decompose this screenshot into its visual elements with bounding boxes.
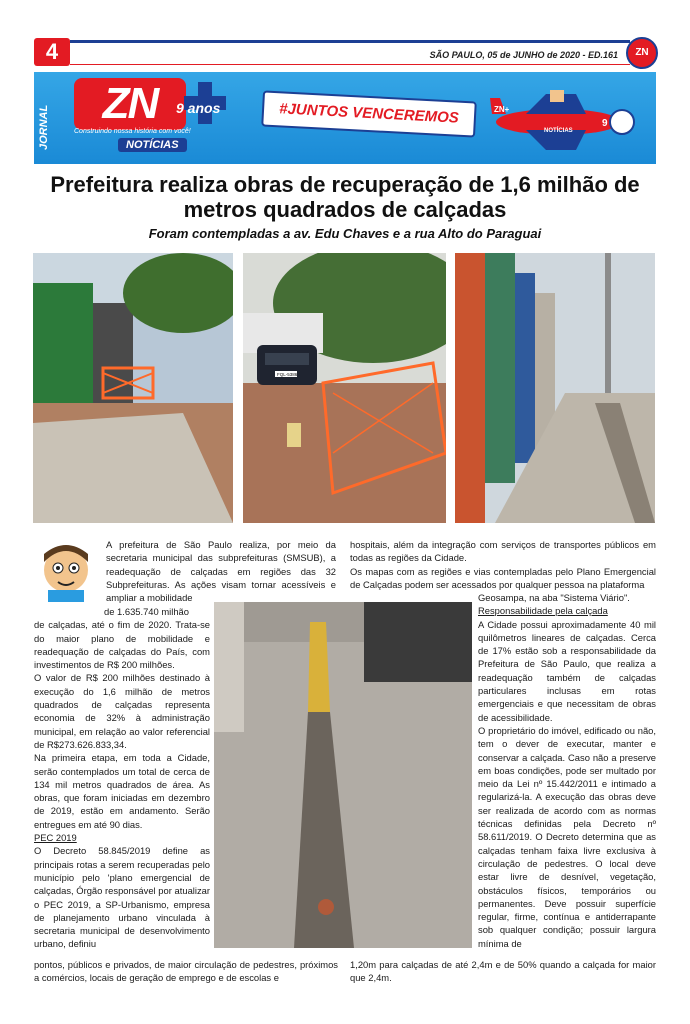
col1-text: [34, 605, 210, 951]
headline: Prefeitura realiza obras de recuperação de 1,6 milhão de metros quadrados de calçadas: [50, 172, 640, 222]
plane-label: ZN+: [494, 105, 510, 114]
paragraph: Os mapas com as regiões e vias contempladas pelo Plano Emergencial de Calçadas podem ser acessados por qualquer pessoa na plataforma: [350, 565, 656, 590]
paragraph: de calçadas, até o fim de 2020. Trata-se do maior plano de mobilidade e readequação de calçadas do País, com investimentos de R$ 200 milhões.: [34, 619, 210, 671]
paragraph: A Cidade possui aproximadamente 40 mil quilômetros lineares de calçadas. Cerca de 17% estão sob a responsabilidade da Prefeitura de São Paulo, que realiza a readequação também de calçadas particulares inclusas em rotas emergenciais e que necessitam de obras de acessibilidade.: [478, 618, 656, 723]
photo-car-fence: [243, 253, 446, 523]
photo-tactile-paving: [214, 602, 472, 948]
subheadline: Foram contempladas a av. Edu Chaves e a rua Alto do Paraguai: [148, 226, 542, 241]
plane-noticias: NOTÍCIAS: [544, 128, 573, 134]
col2-bottom-text: [350, 958, 656, 985]
section-heading-responsabilidade: Responsabilidade pela calçada: [478, 605, 608, 617]
paragraph: hospitais, além da integração com serviços de transportes públicos em todas as regiões da Cidade.: [350, 539, 656, 564]
car-plate: FQL-5386: [277, 372, 298, 377]
airplane-illustration: [486, 84, 646, 154]
paragraph: pontos, públicos e privados, de maior circulação de pedestres, próximos a comércios, locais de geração de emprego e de escolas e: [34, 959, 338, 984]
paragraph: de 1.635.740 milhão: [104, 606, 189, 617]
paragraph: O proprietário do imóvel, edificado ou não, tem o dever de executar, manter e conservar a calçada. Caso não a preserve em boas condições, pode ser multado por meio da Lei nº 15.442/2011 e intimado a regularizá-la. A execução das obras deve ser realizada de acordo com as normas técnicas definidas pela Decreto nº 58.611/2019. O Decreto determina que as calçadas tenham faixa livre exclusiva à circulação de pedestres. O local deve estar livre de desnível, vegetação, obstáculos físicos, temporários ou permanentes. Deve possuir superfície regular, firme, contínua e antiderrapante sob qualquer condição; possuir largura mínima de: [478, 724, 656, 949]
photo-sidewalk-fence: [33, 253, 233, 523]
section-heading-pec: PEC 2019: [34, 832, 77, 844]
page-number: 4: [34, 38, 70, 66]
noticias-label: NOTÍCIAS: [118, 138, 187, 152]
header-rule: [70, 40, 630, 43]
paragraph: O Decreto 58.845/2019 define as principais rotas a serem recuperadas pelo município pelo 'plano emergencial de calçadas, Órgão responsável por atualizar o PEC 2019, a SP-Urbanismo, empresa de planejamento urbano vinculada à secretaria municipal de desenvolvimento urbano, definiu: [34, 845, 210, 950]
col2-top-text: [350, 538, 656, 591]
dateline: SÃO PAULO, 05 de JUNHO de 2020 - ED.161: [429, 50, 618, 60]
paragraph: A prefeitura de São Paulo realiza, por meio da secretaria municipal das subprefeituras (SMSUB), a readequação de calçadas em regiões das 32 Subprefeituras. As ações visam tornar acessíveis e ampliar a mobilidade: [106, 539, 336, 604]
paragraph: 1,20m para calçadas de até 2,4m e de 50% quando a calçada for maior que 2,4m.: [350, 959, 656, 984]
col1-bottom-text: [34, 958, 338, 985]
photo-shopfront-sidewalk: [455, 253, 655, 523]
col1-top-text: [106, 538, 336, 604]
anos-label: 9 anos: [176, 100, 221, 116]
col2-text: [478, 591, 656, 950]
paragraph: O valor de R$ 200 milhões destinado à execução do 1,6 milhão de metros quadrados de calçadas representa economia de 32% à administração municipal, em relação ao valor referencial de R$273.626.833,34.: [34, 672, 210, 750]
zn-logo: ZN: [74, 78, 186, 130]
header-rule-red: [70, 64, 630, 65]
plane-number: 9: [602, 118, 608, 129]
reporter-avatar-icon: [34, 540, 98, 602]
paragraph: Geosampa, na aba "Sistema Viário".: [478, 592, 630, 603]
corner-logo: ZN: [626, 37, 658, 69]
juntos-venceremos-ribbon: #JUNTOS VENCEREMOS: [261, 90, 477, 137]
jornal-label: JORNAL: [38, 104, 50, 150]
slogan: Construindo nossa história com você!: [74, 128, 191, 135]
paragraph: Na primeira etapa, em toda a Cidade, serão contemplados um total de cerca de 134 mil metros quadrados de área. As obras, que foram iniciadas em dezembro de 2019, estão em andamento. Serão entregues em até 90 dias.: [34, 752, 210, 830]
